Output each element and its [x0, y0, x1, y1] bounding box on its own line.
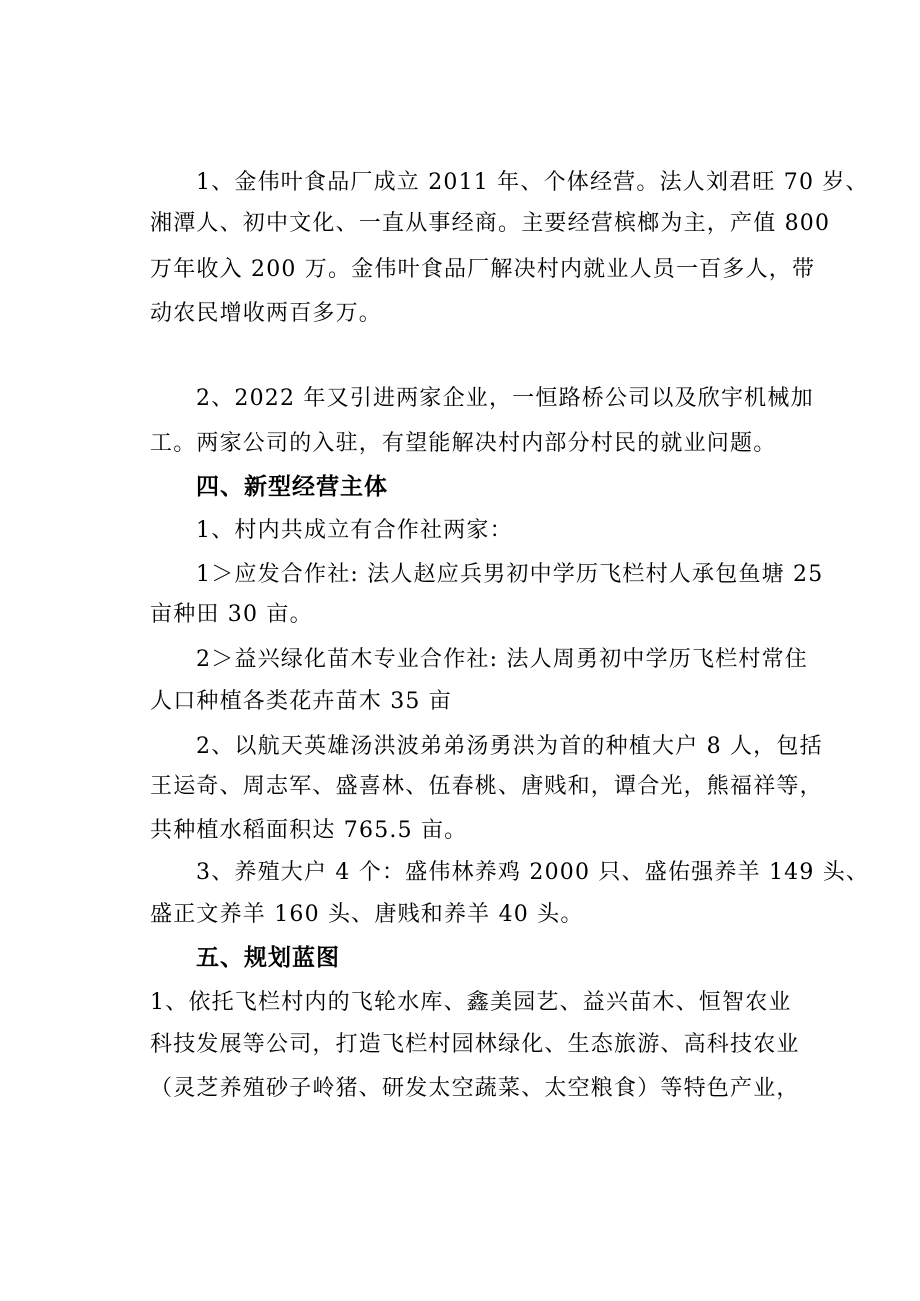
paragraph-line: 湘潭人、初中文化、一直从事经商。主要经营槟榔为主，产值 800	[150, 211, 831, 236]
paragraph-line: 共种植水稻面积达 765.5 亩。	[150, 818, 468, 843]
paragraph-line: 工。两家公司的入驻，有望能解决村内部分村民的就业问题。	[150, 431, 777, 456]
paragraph-line: 1、村内共成立有合作社两家：	[196, 518, 513, 543]
paragraph-line: 王运奇、周志军、盛喜林、伍春桃、唐贱和，谭合光，熊福祥等，	[150, 774, 823, 799]
section-heading: 四、新型经营主体	[196, 474, 388, 500]
paragraph-line: 科技发展等公司，打造飞栏村园林绿化、生态旅游、高科技农业	[150, 1032, 800, 1057]
paragraph-line: 亩种田 30 亩。	[150, 602, 313, 627]
paragraph-line: 人口种植各类花卉苗木 35 亩	[150, 689, 452, 714]
paragraph-line: 3、养殖大户 4 个：盛伟林养鸡 2000 只、盛佑强养羊 149 头、	[196, 860, 870, 885]
paragraph-line: 2＞益兴绿化苗木专业合作社: 法人周勇初中学历飞栏村常住	[196, 647, 809, 672]
paragraph-line: （灵芝养殖砂子岭猪、研发太空蔬菜、太空粮食）等特色产业，	[150, 1076, 800, 1101]
paragraph-line: 1、金伟叶食品厂成立 2011 年、个体经营。法人刘君旺 70 岁、	[196, 170, 869, 195]
paragraph-line: 2、以航天英雄汤洪波弟弟汤勇洪为首的种植大户 8 人，包括	[196, 734, 823, 759]
section-heading: 五、规划蓝图	[196, 945, 340, 971]
paragraph-line: 盛正文养羊 160 头、唐贱和养羊 40 头。	[150, 902, 584, 927]
paragraph-line: 万年收入 200 万。金伟叶食品厂解决村内就业人员一百多人，带	[150, 257, 816, 282]
paragraph-line: 1、依托飞栏村内的飞轮水库、鑫美园艺、益兴苗木、恒智农业	[150, 990, 792, 1015]
paragraph-line: 1＞应发合作社: 法人赵应兵男初中学历飞栏村人承包鱼塘 25	[196, 562, 824, 587]
paragraph-line: 动农民增收两百多万。	[150, 301, 383, 326]
paragraph-line: 2、2022 年又引进两家企业，一恒路桥公司以及欣宇机械加	[196, 386, 814, 411]
